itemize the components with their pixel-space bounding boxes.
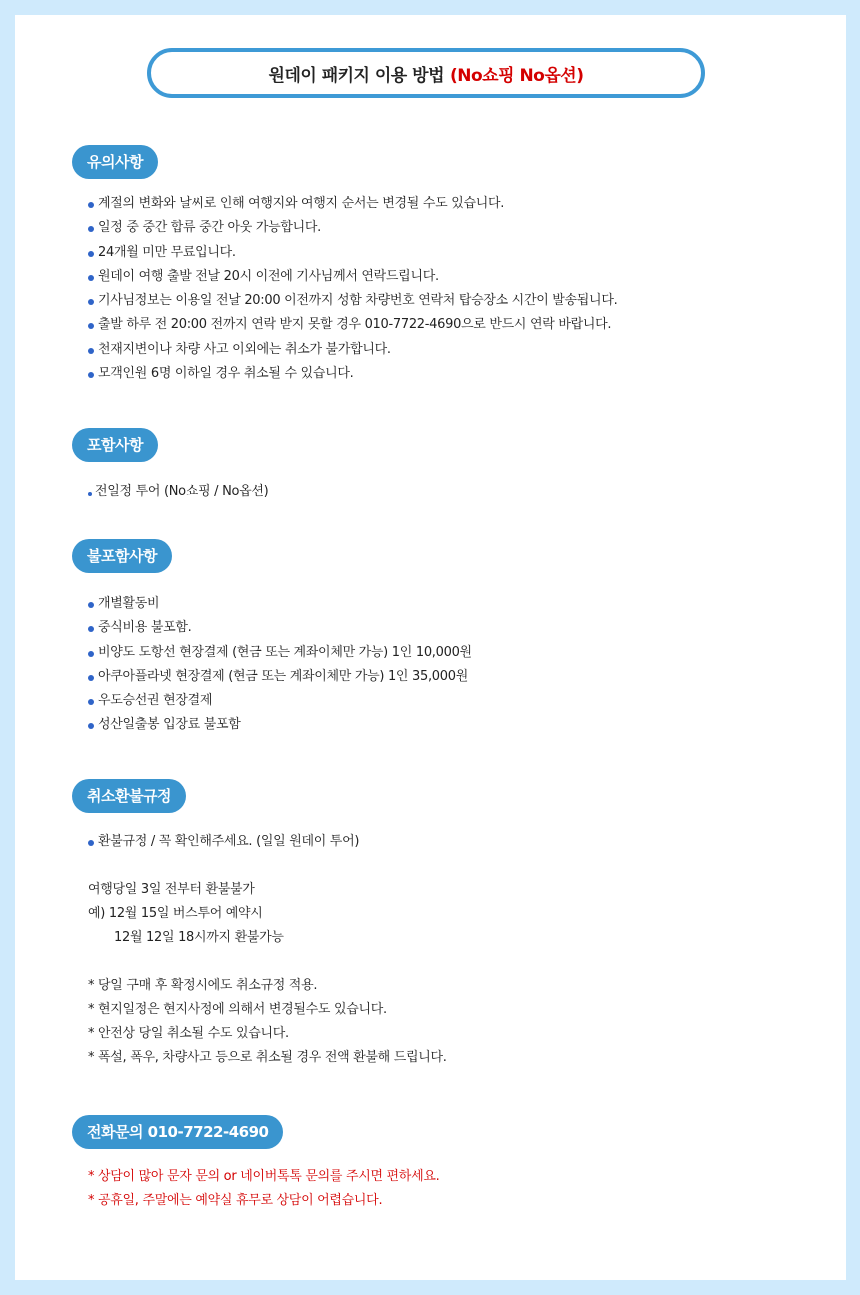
list-item-text: 전일정 투어 (No쇼핑 / No옵션) xyxy=(95,484,269,499)
bullet-icon xyxy=(88,202,94,208)
included-heading: 포함사항 xyxy=(72,428,158,462)
page-title-highlight: (No쇼핑 No옵션) xyxy=(450,65,584,86)
refund-note: * 폭설, 폭우, 차량사고 등으로 취소될 경우 전액 환불해 드립니다. xyxy=(88,1050,447,1065)
list-item xyxy=(88,241,617,265)
list-item xyxy=(88,338,617,362)
refund-note: * 안전상 당일 취소될 수도 있습니다. xyxy=(88,1026,289,1041)
refund-example xyxy=(88,878,284,950)
list-item xyxy=(88,362,617,386)
bullet-icon xyxy=(88,275,94,281)
list-item-text: 비양도 도항선 현장결제 (현금 또는 계좌이체만 가능) 1인 10,000원 xyxy=(98,644,472,660)
content-card xyxy=(15,15,846,1280)
refund-note: * 당일 구매 후 확정시에도 취소규정 적용. xyxy=(88,978,318,993)
included-list xyxy=(88,480,268,504)
refund-line: 예) 12월 15일 버스투어 예약시 xyxy=(88,906,263,921)
bullet-icon xyxy=(88,651,94,657)
list-item xyxy=(88,313,617,337)
bullet-icon xyxy=(88,492,92,496)
list-item-text: 기사님정보는 이용일 전날 20:00 이전까지 성함 차량번호 연락처 탑승장소 시간이 발송됩니다. xyxy=(98,293,618,309)
list-item-text: 아쿠아플라넷 현장결제 (현금 또는 계좌이체만 가능) 1인 35,000원 xyxy=(98,668,468,684)
list-item xyxy=(88,265,617,289)
refund-heading: 취소환불규정 xyxy=(72,779,186,813)
bullet-icon xyxy=(88,226,94,232)
list-item xyxy=(88,713,472,737)
list-item xyxy=(88,616,472,640)
list-item-text: 중식비용 불포함. xyxy=(98,620,192,636)
bullet-icon xyxy=(88,251,94,257)
list-item xyxy=(88,592,472,616)
bullet-icon xyxy=(88,372,94,378)
notice-heading: 유의사항 xyxy=(72,145,158,179)
refund-notes xyxy=(88,974,447,1070)
page-title xyxy=(147,48,705,98)
list-item-text: 출발 하루 전 20:00 전까지 연락 받지 못할 경우 010-7722-4690으로 반드시 연락 바랍니다. xyxy=(98,317,612,333)
list-item xyxy=(88,641,472,665)
list-item xyxy=(88,192,617,216)
contact-note: * 상담이 많아 문자 문의 or 네이버톡톡 문의를 주시면 편하세요. xyxy=(88,1169,440,1184)
bullet-icon xyxy=(88,675,94,681)
list-item xyxy=(88,289,617,313)
bullet-icon xyxy=(88,348,94,354)
contact-note: * 공휴일, 주말에는 예약실 휴무로 상담이 어렵습니다. xyxy=(88,1193,383,1208)
refund-line: 12월 12일 18시까지 환불가능 xyxy=(114,930,284,945)
list-item-text: 개별활동비 xyxy=(98,596,160,611)
list-item-text: 계절의 변화와 날씨로 인해 여행지와 여행지 순서는 변경될 수도 있습니다. xyxy=(98,196,505,211)
list-item-text: 24개월 미만 무료입니다. xyxy=(98,244,236,260)
list-item-text: 우도승선권 현장결제 xyxy=(98,693,213,709)
page-title-main: 원데이 패키지 이용 방법 xyxy=(268,65,444,86)
list-item xyxy=(88,665,472,689)
excluded-heading: 불포함사항 xyxy=(72,539,172,573)
contact-heading: 전화문의 010-7722-4690 xyxy=(72,1115,283,1149)
list-item-text: 모객인원 6명 이하일 경우 취소될 수 있습니다. xyxy=(98,366,354,382)
list-item-text: 천재지변이나 차량 사고 이외에는 취소가 불가합니다. xyxy=(98,341,391,357)
refund-bullet-list xyxy=(88,830,359,854)
list-item-text: 원데이 여행 출발 전날 20시 이전에 기사님께서 연락드립니다. xyxy=(98,268,439,284)
bullet-icon xyxy=(88,723,94,729)
bullet-icon xyxy=(88,602,94,608)
list-item xyxy=(88,830,359,854)
bullet-icon xyxy=(88,299,94,305)
refund-note: * 현지일정은 현지사정에 의해서 변경될수도 있습니다. xyxy=(88,1002,387,1017)
list-item xyxy=(88,480,268,504)
bullet-icon xyxy=(88,626,94,632)
bullet-icon xyxy=(88,699,94,705)
refund-line: 여행당일 3일 전부터 환불불가 xyxy=(88,882,255,897)
list-item-text: 환불규정 / 꼭 확인해주세요. (일일 원데이 투어) xyxy=(98,834,360,849)
list-item-text: 일정 중 중간 합류 중간 아웃 가능합니다. xyxy=(98,220,321,236)
list-item-text: 성산일출봉 입장료 불포함 xyxy=(98,717,241,733)
contact-notes xyxy=(88,1165,439,1213)
bullet-icon xyxy=(88,840,94,846)
excluded-list xyxy=(88,592,472,738)
list-item xyxy=(88,689,472,713)
bullet-icon xyxy=(88,323,94,329)
list-item xyxy=(88,216,617,240)
notice-list xyxy=(88,192,617,386)
